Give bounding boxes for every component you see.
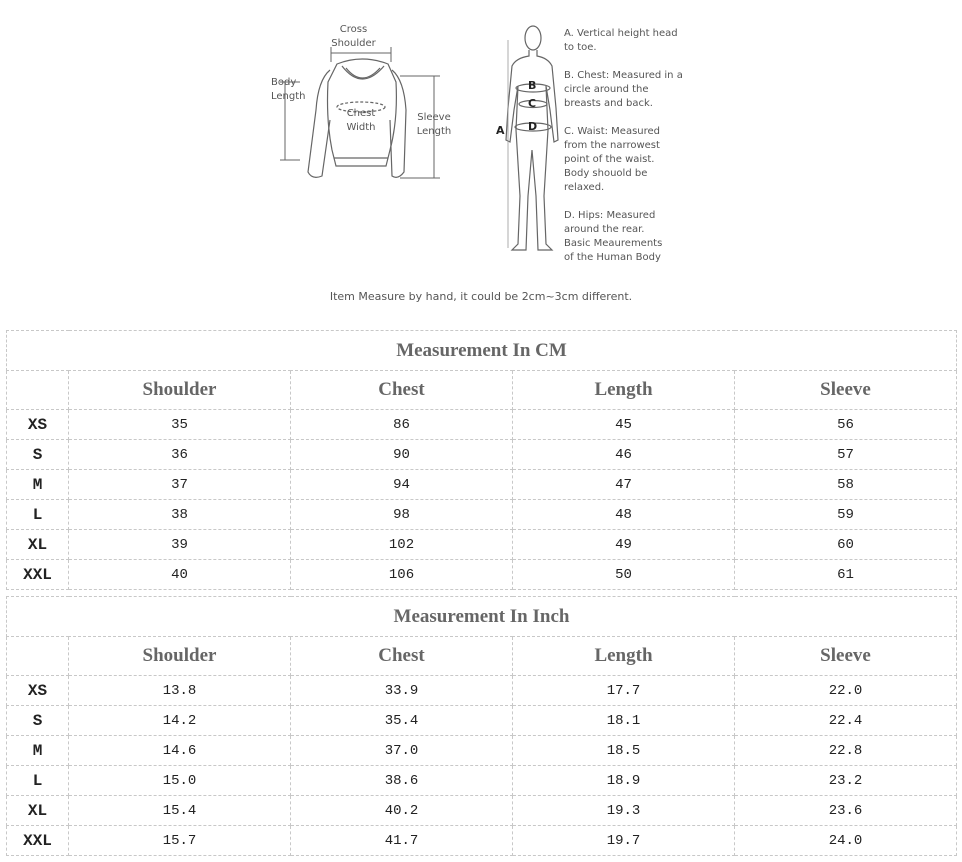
size-table-cm (6, 330, 957, 590)
shoulder-value: 15.7 (69, 826, 291, 856)
chest-value: 90 (291, 440, 513, 470)
sleeve-value: 60 (735, 530, 957, 560)
length-value: 48 (513, 500, 735, 530)
size-label: M (7, 470, 69, 500)
header-shoulder: Shoulder (69, 637, 291, 676)
sleeve-value: 22.4 (735, 706, 957, 736)
header-length: Length (513, 637, 735, 676)
figure-head (525, 26, 541, 50)
header-chest: Chest (291, 371, 513, 410)
table-row (7, 500, 957, 530)
size-label: XS (7, 410, 69, 440)
size-label: S (7, 706, 69, 736)
length-value: 49 (513, 530, 735, 560)
size-label: XL (7, 796, 69, 826)
shoulder-value: 37 (69, 470, 291, 500)
letter-c: C (528, 97, 537, 110)
length-value: 45 (513, 410, 735, 440)
shoulder-value: 36 (69, 440, 291, 470)
chest-width-label: Chest Width (346, 108, 376, 133)
table-row (7, 736, 957, 766)
sleeve-value: 22.8 (735, 736, 957, 766)
shoulder-value: 39 (69, 530, 291, 560)
header-shoulder: Shoulder (69, 371, 291, 410)
length-value: 46 (513, 440, 735, 470)
header-length: Length (513, 371, 735, 410)
size-label: M (7, 736, 69, 766)
size-label: L (7, 500, 69, 530)
table-row (7, 676, 957, 706)
shoulder-value: 15.0 (69, 766, 291, 796)
table-row (7, 766, 957, 796)
header-blank (7, 637, 69, 676)
chest-value: 33.9 (291, 676, 513, 706)
chest-value: 106 (291, 560, 513, 590)
size-label: S (7, 440, 69, 470)
shoulder-value: 40 (69, 560, 291, 590)
chest-value: 102 (291, 530, 513, 560)
diagram-illustration (0, 0, 962, 290)
measurement-diagram (0, 0, 962, 320)
table-row (7, 796, 957, 826)
length-value: 18.1 (513, 706, 735, 736)
table-row (7, 560, 957, 590)
shoulder-value: 38 (69, 500, 291, 530)
shoulder-value: 14.2 (69, 706, 291, 736)
length-value: 19.7 (513, 826, 735, 856)
header-sleeve: Sleeve (735, 371, 957, 410)
size-label: L (7, 766, 69, 796)
sleeve-value: 58 (735, 470, 957, 500)
size-label: XS (7, 676, 69, 706)
chest-value: 86 (291, 410, 513, 440)
chest-value: 40.2 (291, 796, 513, 826)
letter-a: A (496, 124, 505, 137)
cross-shoulder-label: Cross Shoulder (331, 24, 376, 49)
chest-value: 41.7 (291, 826, 513, 856)
header-chest: Chest (291, 637, 513, 676)
size-label: XXL (7, 560, 69, 590)
chest-value: 94 (291, 470, 513, 500)
shoulder-value: 35 (69, 410, 291, 440)
sleeve-value: 61 (735, 560, 957, 590)
header-sleeve: Sleeve (735, 637, 957, 676)
legend-item-d: D. Hips: Measured around the rear. Basic Meaurements of the Human Body (564, 210, 663, 263)
legend-item-a: A. Vertical height head to toe. (564, 28, 678, 53)
shoulder-value: 13.8 (69, 676, 291, 706)
sleeve-value: 23.6 (735, 796, 957, 826)
sleeve-value: 24.0 (735, 826, 957, 856)
sleeve-value: 59 (735, 500, 957, 530)
length-value: 47 (513, 470, 735, 500)
letter-b: B (528, 79, 537, 92)
body-figure (506, 26, 558, 250)
sleeve-value: 23.2 (735, 766, 957, 796)
legend-item-c: C. Waist: Measured from the narrowest point of the waist. Body shouold be relaxed. (564, 126, 661, 193)
sleeve-value: 56 (735, 410, 957, 440)
measure-note: Item Measure by hand, it could be 2cm~3cm different. (329, 290, 633, 303)
table-row (7, 440, 957, 470)
sleeve-length-label: Sleeve Length (416, 112, 452, 137)
shoulder-value: 15.4 (69, 796, 291, 826)
length-value: 18.9 (513, 766, 735, 796)
table-title-cm: Measurement In CM (7, 331, 957, 371)
length-value: 18.5 (513, 736, 735, 766)
sleeve-value: 22.0 (735, 676, 957, 706)
table-row (7, 410, 957, 440)
right-sleeve (390, 70, 406, 177)
table-title-inch: Measurement In Inch (7, 597, 957, 637)
size-label: XL (7, 530, 69, 560)
chest-value: 98 (291, 500, 513, 530)
header-blank (7, 371, 69, 410)
chest-value: 37.0 (291, 736, 513, 766)
table-row (7, 706, 957, 736)
shoulder-value: 14.6 (69, 736, 291, 766)
chest-value: 38.6 (291, 766, 513, 796)
size-table-inch (6, 596, 957, 856)
chest-value: 35.4 (291, 706, 513, 736)
length-value: 50 (513, 560, 735, 590)
size-label: XXL (7, 826, 69, 856)
left-sleeve (308, 70, 330, 177)
letter-d: D (528, 120, 538, 133)
table-row (7, 470, 957, 500)
table-row (7, 530, 957, 560)
body-length-label: Body Length (271, 77, 306, 102)
length-value: 19.3 (513, 796, 735, 826)
length-value: 17.7 (513, 676, 735, 706)
measurement-legend (564, 27, 699, 279)
sweater-collar (342, 66, 384, 79)
sleeve-value: 57 (735, 440, 957, 470)
legend-item-b: B. Chest: Measured in a circle around the breasts and back. (564, 70, 683, 109)
table-row (7, 826, 957, 856)
